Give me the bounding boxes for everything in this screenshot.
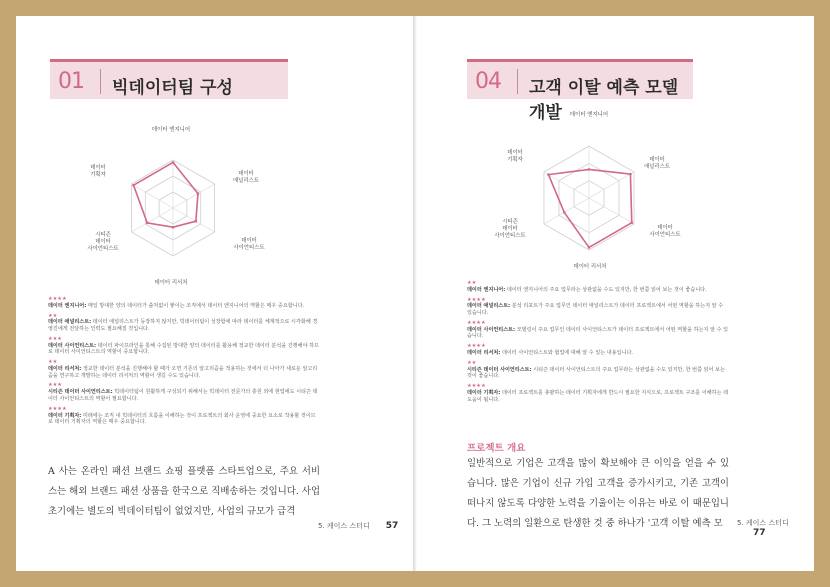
role-name: 데이터 사이언티스트: — [48, 342, 97, 349]
footer-chapter: 5. 케이스 스터디 — [737, 519, 789, 527]
role-name: 데이터 기획자: — [48, 412, 82, 419]
role-desc: 데이터 엔지니어의 주요 업무라는 상관없을 수도 있지만, 한 번쯤 읽어 보는 것이 좋습니다. — [505, 286, 707, 293]
radar-label-scientist: 데이터 사이언티스트 — [233, 238, 265, 251]
role-item — [467, 320, 729, 340]
star-rating: ★★★★ — [48, 296, 67, 302]
role-desc: 분석 리포트가 주요 업무인 데이터 애널리스트가 데이터 프로젝트에서 어떤 역할을 하는지 알 수 있습니다. — [467, 303, 724, 317]
role-desc: 미래에는 조직 내 빅데이터의 흐름을 이해하는 것이 프로젝트의 회사 운영에 중요한 요소로 작용할 것이므로 데이터 기획자의 역할은 매우 중요합니다. — [48, 412, 316, 426]
role-desc: 빅데이터팀이 원활하게 구성되기 위해서는 빅데이터 전문가의 충원 외에 현업에도 시티즌 데이터 사이언티스트의 역할이 필요합니다. — [48, 389, 318, 403]
page-footer — [318, 521, 398, 531]
star-rating: ★★★ — [48, 382, 62, 389]
page-number: 77 — [753, 528, 766, 538]
right-page — [417, 16, 814, 571]
radar-point — [629, 173, 632, 176]
radar-label-engineer: 데이터 엔지니어 — [151, 127, 191, 133]
radar-point — [172, 226, 175, 229]
role-name: 시티즌 데이터 사이언티스트: — [48, 389, 113, 396]
role-list — [467, 280, 729, 406]
role-desc: 시티즌 데이터 사이언티스트의 주요 업무라는 상관없을 수도 있지만, 한 번쯤 읽어 보는 것이 좋습니다. — [467, 366, 725, 380]
role-name: 데이터 엔지니어: — [48, 302, 87, 309]
star-rating: ★★★★ — [467, 383, 486, 390]
role-name: 데이터 애널리스트: — [467, 303, 511, 310]
radar-label-analyst: 데이터 애널리스트 — [232, 171, 260, 184]
star-rating: ★★★ — [48, 335, 62, 342]
role-desc: 정교한 데이터 분석을 진행해야 할 때가 오면 기존의 알고리즘을 적용하는 것에서 더 나아가 새로운 알고리즘을 연구하고 개발하는 데이터 리서처의 역할이 생길 수도 있습니다. — [48, 366, 318, 379]
radar-label-scientist: 데이터 사이언티스트 — [649, 225, 681, 238]
radar-label-analyst: 데이터 애널리스트 — [643, 157, 671, 170]
role-name: 데이터 기획자: — [467, 389, 501, 396]
star-rating: ★★ — [48, 312, 58, 319]
radar-label-citizen: 시티즌 데이터 사이언티스트 — [494, 219, 526, 239]
radar-point — [588, 168, 591, 171]
section-number: 04 — [475, 69, 501, 94]
radar-point — [197, 192, 200, 195]
radar-point — [172, 161, 175, 164]
radar-point — [630, 221, 633, 224]
body-paragraph: 일반적으로 기업은 고객을 많이 확보해야 큰 이익을 얻을 수 있습니다. 많은 기업이 신규 가입 고객을 증가시키고, 기존 고객이 떠나지 않도록 다양한 노력을 기울이는 이유는 바로 이 때문입니다. 그 노력의 일환으로 탄생한 것 중 하나가 '고객 이탈 예측 모 — [467, 458, 729, 529]
radar-label-researcher: 데이터 리서처 — [573, 264, 607, 270]
body-paragraph: A 사는 온라인 패션 브랜드 쇼핑 플랫폼 스타트업으로, 주요 서비스는 해외 브랜드 패션 상품을 한국으로 직배송하는 것입니다. 사업 초기에는 별도의 빅데이터팀이 없었지만, 사업의 규모가 급격 — [48, 466, 320, 517]
role-name: 데이터 엔지니어: — [467, 286, 506, 293]
radar-label-researcher: 데이터 리서처 — [154, 280, 188, 286]
role-desc: 데이터 파이프라인을 통해 수집된 방대한 양의 데이터를 활용해 정교한 데이터 분석을 진행해야 하므로 데이터 사이언티스트의 역할이 중요합니다. — [48, 342, 319, 356]
subsection-heading: 프로젝트 개요 — [467, 443, 526, 454]
role-item — [467, 383, 729, 403]
header-accent-bar — [50, 59, 288, 62]
star-rating: ★★★★ — [467, 343, 486, 350]
radar-point — [563, 211, 566, 214]
radar-label-citizen: 시티즌 데이터 사이언티스트 — [87, 232, 119, 252]
star-rating: ★★★★ — [467, 296, 486, 303]
role-name: 데이터 리서처: — [48, 366, 82, 373]
page-number: 57 — [385, 521, 399, 531]
role-item — [48, 313, 320, 333]
role-item — [467, 297, 729, 317]
role-item — [467, 343, 729, 357]
role-list — [48, 296, 320, 429]
role-item — [48, 336, 320, 356]
role-name: 데이터 사이언티스트: — [467, 326, 516, 333]
header-divider — [100, 69, 101, 94]
page-footer — [737, 518, 814, 538]
radar-series-line — [134, 162, 198, 227]
header-accent-bar — [467, 59, 693, 62]
role-desc: 데이터 프로젝트를 총괄하는 데이터 기획자에게 반드시 필요한 지식으로, 프로젝트 구조를 이해하는 데 도움이 됩니다. — [467, 389, 729, 403]
role-item — [48, 359, 320, 379]
role-name: 데이터 애널리스트: — [48, 319, 92, 326]
star-rating: ★★★★ — [467, 319, 486, 326]
role-item — [48, 382, 320, 402]
radar-label-planner: 데이터 기획자 — [507, 150, 523, 163]
left-page — [16, 16, 413, 571]
section-title: 고객 이탈 예측 모델 개발 — [529, 78, 679, 123]
radar-label-planner: 데이터 기획자 — [90, 165, 106, 178]
footer-chapter: 5. 케이스 스터디 — [318, 522, 370, 530]
radar-point — [195, 220, 198, 223]
radar-svg — [123, 156, 223, 260]
role-item — [467, 280, 729, 294]
section-header — [50, 59, 288, 99]
radar-point — [588, 246, 591, 249]
role-item — [48, 296, 320, 310]
role-name: 시티즌 데이터 사이언티스트: — [467, 366, 532, 373]
role-desc: 데이터 애널리스트가 등장하지 않지만, 빅데이터팀이 성장함에 따라 데이터를 체계적으로 시각화해 경영진에게 전달하는 인력도 필요해질 것입니다. — [48, 319, 318, 333]
radar-point — [146, 222, 149, 225]
star-rating: ★★ — [467, 359, 477, 366]
radar-label-engineer: 데이터 엔지니어 — [569, 112, 609, 118]
radar-chart — [535, 142, 643, 258]
role-item — [48, 406, 320, 426]
role-name: 데이터 리서처: — [467, 350, 501, 357]
section-title: 빅데이터팀 구성 — [112, 78, 233, 98]
section-number: 01 — [58, 69, 84, 94]
star-rating: ★★ — [467, 280, 477, 286]
header-divider — [517, 69, 518, 94]
role-desc: 매일 방대한 양의 데이터가 출처없이 쌓이는 조직에서 데이터 엔지니어의 역할은 매우 중요합니다. — [86, 302, 305, 309]
radar-point — [132, 184, 135, 187]
star-rating: ★★★★ — [48, 405, 67, 412]
role-desc: 모델링이 주요 업무인 데이터 사이언티스트가 데이터 프로젝트에서 어떤 역할을 하는지 알 수 있습니다. — [467, 326, 729, 340]
radar-point — [547, 173, 550, 176]
role-item — [467, 360, 729, 380]
radar-svg — [535, 142, 643, 254]
radar-chart — [123, 156, 223, 264]
role-desc: 데이터 사이언티스트와 협업에 대해 알 수 있는 내용입니다. — [500, 350, 634, 357]
star-rating: ★★ — [48, 359, 58, 366]
